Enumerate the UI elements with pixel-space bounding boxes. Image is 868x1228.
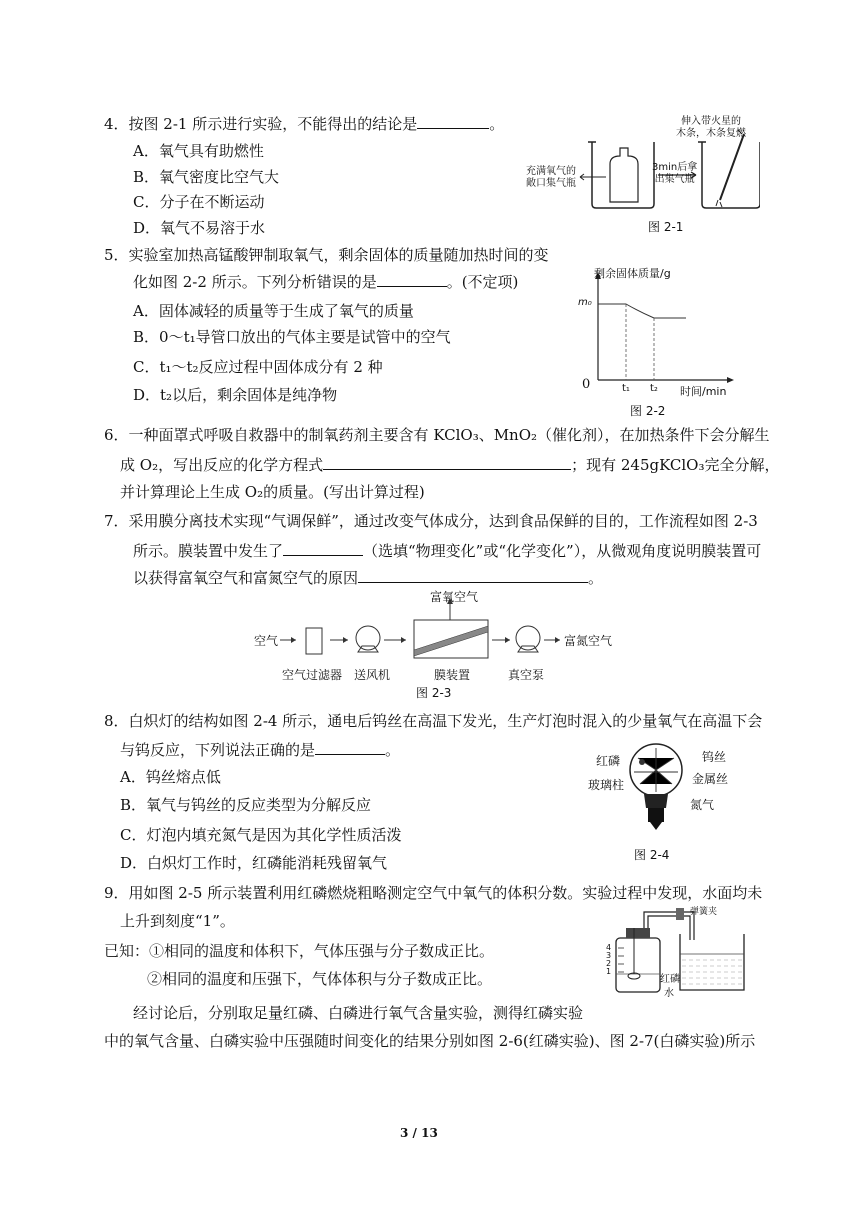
q9-para-1: 经讨论后，分别取足量红磷、白磷进行氧气含量实验，测得红磷实验 <box>133 1004 584 1022</box>
q5-option-b: B．0～t₁导管口放出的气体主要是试管中的空气 <box>133 328 451 346</box>
fig23-fan: 送风机 <box>354 668 391 682</box>
q9-known-1: 已知：①相同的温度和体积下，气体压强与分子数成正比。 <box>104 942 495 960</box>
fig24-metal: 金属丝 <box>692 772 729 786</box>
q5-stem-1: 5．实验室加热高锰酸钾制取氧气，剩余固体的质量随加热时间的变 <box>104 246 549 264</box>
fig23-filter: 空气过滤器 <box>282 668 343 682</box>
fig21-label-mid: 3min后拿 出集气瓶 <box>652 162 698 185</box>
q8-line-2: 与钨反应，下列说法正确的是 。 <box>120 741 401 759</box>
q7-change-blank[interactable] <box>283 541 363 556</box>
q8-answer-blank[interactable] <box>315 740 385 755</box>
q4-option-b: B．氧气密度比空气大 <box>133 168 280 186</box>
fig21-label-left: 充满氧气的 敞口集气瓶 <box>526 166 576 189</box>
q9-line-1: 9．用如图 2-5 所示装置利用红磷燃烧粗略测定空气中氧气的体积分数。实验过程中发现，水面均未 <box>104 884 763 902</box>
fig23-o2rich: 富氧空气 <box>430 590 479 604</box>
q4-option-d: D．氧气不易溶于水 <box>133 219 266 237</box>
fig23-caption: 图 2-3 <box>416 686 452 700</box>
q6-equation-blank[interactable] <box>323 455 571 470</box>
fig23-membrane: 膜装置 <box>434 668 471 682</box>
q5-option-a: A．固体减轻的质量等于生成了氧气的质量 <box>133 302 414 320</box>
fig22-xlabel: 时间/min <box>680 385 727 398</box>
fig24-tungsten: 钨丝 <box>702 750 727 764</box>
q8-option-a: A．钨丝熔点低 <box>120 768 221 786</box>
fig22-m0: m₀ <box>578 297 592 308</box>
fig23-pump: 真空泵 <box>508 668 545 682</box>
fig25-marks: 4 3 2 1 <box>606 943 612 976</box>
fig23-air: 空气 <box>254 634 279 648</box>
q8-line-1: 8．白炽灯的结构如图 2-4 所示，通电后钨丝在高温下发光，生产灯泡时混入的少量氧气在高温下会 <box>104 712 763 730</box>
q4-option-a: A．氧气具有助燃性 <box>133 142 264 160</box>
figure-2-2-graph <box>570 262 740 402</box>
figure-2-4-bulb <box>628 740 688 838</box>
q5-answer-blank[interactable] <box>377 272 447 287</box>
fig24-n2: 氮气 <box>690 798 715 812</box>
fig22-ylabel: 剩余固体质量/g <box>594 267 671 280</box>
fig21-label-top: 伸入带火星的 木条，木条复燃 <box>676 116 746 139</box>
q5-option-d: D．t₂以后，剩余固体是纯净物 <box>133 386 338 404</box>
fig22-t1: t₁ <box>622 383 630 394</box>
q7-line-1: 7．采用膜分离技术实现“气调保鲜”，通过改变气体成分，达到食品保鲜的目的，工作流程如图 2-3 <box>104 512 758 530</box>
q4-option-c: C．分子在不断运动 <box>133 193 265 211</box>
fig25-water: 水 <box>664 988 674 999</box>
q4-stem: 4．按图 2-1 所示进行实验，不能得出的结论是 。 <box>104 115 505 133</box>
fig22-t2: t₂ <box>650 383 658 394</box>
fig23-n2rich: 富氮空气 <box>564 634 613 648</box>
q6-line-1: 6．一种面罩式呼吸自救器中的制氧药剂主要含有 KClO₃、MnO₂（催化剂），在加热条件下会分解生 <box>104 426 770 444</box>
q8-option-c: C．灯泡内填充氮气是因为其化学性质活泼 <box>120 826 402 844</box>
q7-reason-blank[interactable] <box>358 568 588 583</box>
q7-line-3: 以获得富氧空气和富氮空气的原因 。 <box>133 569 604 587</box>
fig21-caption: 图 2-1 <box>648 220 684 234</box>
q7-line-2: 所示。膜装置中发生了 （选填“物理变化”或“化学变化”），从微观角度说明膜装置可 <box>133 542 762 560</box>
q9-known-2: ②相同的温度和压强下，气体体积与分子数成正比。 <box>147 970 493 988</box>
q5-option-c: C．t₁～t₂反应过程中固体成分有 2 种 <box>133 358 383 376</box>
q9-para-2: 中的氧气含量、白磷实验中压强随时间变化的结果分别如图 2-6(红磷实验)、图 2-7(白磷实验)所示 <box>104 1032 756 1050</box>
q9-line-2: 上升到刻度“1”。 <box>120 912 235 930</box>
page-number: 3 / 13 <box>400 1126 438 1140</box>
fig24-red-p: 红磷 <box>596 754 621 768</box>
q6-line-3: 并计算理论上生成 O₂的质量。(写出计算过程) <box>120 483 425 501</box>
fig24-glass: 玻璃柱 <box>588 778 625 792</box>
fig25-clip: 弹簧夹 <box>690 907 718 917</box>
q4-answer-blank[interactable] <box>417 114 489 129</box>
fig25-red-p: 红磷 <box>660 974 680 985</box>
fig24-caption: 图 2-4 <box>634 848 670 862</box>
q8-option-b: B．氧气与钨丝的反应类型为分解反应 <box>120 796 372 814</box>
fig22-origin: 0 <box>582 377 591 392</box>
q5-stem-2: 化如图 2-2 所示。下列分析错误的是 。(不定项) <box>133 273 519 291</box>
q6-line-2: 成 O₂，写出反应的化学方程式 ；现有 245gKClO₃完全分解， <box>120 456 780 474</box>
fig22-caption: 图 2-2 <box>630 404 666 418</box>
figure-2-5-apparatus <box>604 904 764 996</box>
q8-option-d: D．白炽灯工作时，红磷能消耗残留氧气 <box>120 854 388 872</box>
